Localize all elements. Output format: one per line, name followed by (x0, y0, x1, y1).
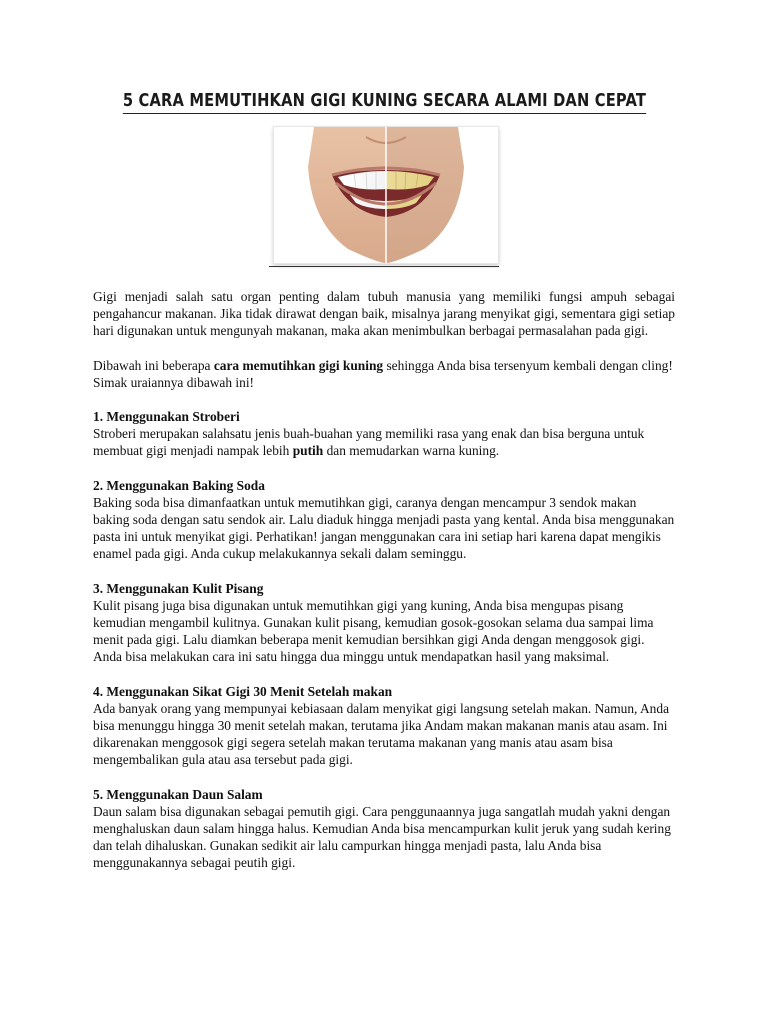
section-heading-4: 4. Menggunakan Sikat Gigi 30 Menit Setelah makan (93, 683, 393, 699)
lead-text-before: Dibawah ini beberapa (93, 357, 214, 373)
section-text-4: Ada banyak orang yang mempunyai kebiasaan dalam menyikat gigi langsung setelah makan. Namun, Anda bisa menunggu hingga 30 menit setelah makan, terutama jika Andam makan makanan manis atau asam. Ini dikarenakan menggosok gigi segera setelah makan terutama makanan yang manis atau asam bisa mengembalikan gula atau asa tersebut pada gigi. (93, 700, 670, 768)
lead-text-after: sehingga Anda bisa tersenyum kembali dengan cling! Simak uraiannya dibawah ini! (93, 357, 673, 390)
section-1-text-before: Stroberi merupakan salahsatu jenis buah-buahan yang memiliki rasa yang enak dan bisa berguna untuk membuat gigi menjadi nampak lebih (93, 426, 645, 459)
section-text-3: Kulit pisang juga bisa digunakan untuk memutihkan gigi yang kuning, Anda bisa mengupas pisang kemudian mengambil kulitnya. Gunakan kulit pisang, kemudian gosok-gosokan selama dua sampai lima menit pada gigi. Lalu diamkan beberapa menit kemudian bersihkan gigi Anda dengan menggosok gigi. Anda bisa melakukan cara ini satu hingga dua minggu untuk mendapatkan hasil yang maksimal. (93, 597, 654, 665)
section-text-2: Baking soda bisa dimanfaatkan untuk memutihkan gigi, caranya dengan mencampur 3 sendok makan baking soda dengan satu sendok air. Lalu diaduk hingga menjadi pasta yang kental. Anda bisa menggunakan pasta ini untuk menyikat gigi. Perhatikan! jangan menggunakan cara ini setiap hari karena dapat mengikis enamel pada gigi. Anda cukup melakukannya sekali dalam seminggu. (93, 494, 675, 562)
section-1-text-after: dan memudarkan warna kuning. (323, 443, 500, 459)
lead-bold-keyword: cara memutihkan gigi kuning (213, 357, 384, 373)
image-underline (269, 266, 499, 267)
smile-photo (274, 127, 498, 263)
before-after-teeth-image (273, 126, 499, 264)
document-title-text: 5 CARA MEMUTIHKAN GIGI KUNING SECARA ALAMI DAN CEPAT (122, 90, 645, 114)
section-heading-1: 1. Menggunakan Stroberi (93, 409, 240, 425)
lead-paragraph (93, 357, 675, 391)
section-heading-3: 3. Menggunakan Kulit Pisang (93, 580, 264, 596)
section-heading-5: 5. Menggunakan Daun Salam (93, 786, 263, 802)
section-text-1 (93, 425, 675, 459)
section-text-5: Daun salam bisa digunakan sebagai pemutih gigi. Cara penggunaannya juga sangatlah mudah yakni dengan menghaluskan daun salam hingga halus. Kemudian Anda bisa mencampurkan kulit jeruk yang sudah kering dan telah dihaluskan. Gunakan sedikit air lalu campurkan hingga menjadi pasta, lalu Anda bisa menggunakannya sebagai peutih gigi. (93, 803, 671, 871)
document-title (0, 90, 768, 114)
section-1-bold-word: putih (292, 443, 324, 459)
article-body (93, 288, 675, 872)
intro-paragraph: Gigi menjadi salah satu organ penting dalam tubuh manusia yang memiliki fungsi ampuh sebagai pengahancur makanan. Jika tidak dirawat dengan baik, misalnya jarang menyikat gigi, sementara gigi setiap hari digunakan untuk mengunyah makanan, maka akan menimbulkan berbagai permasalahan pada gigi. (93, 289, 675, 339)
section-heading-2: 2. Menggunakan Baking Soda (93, 477, 265, 493)
